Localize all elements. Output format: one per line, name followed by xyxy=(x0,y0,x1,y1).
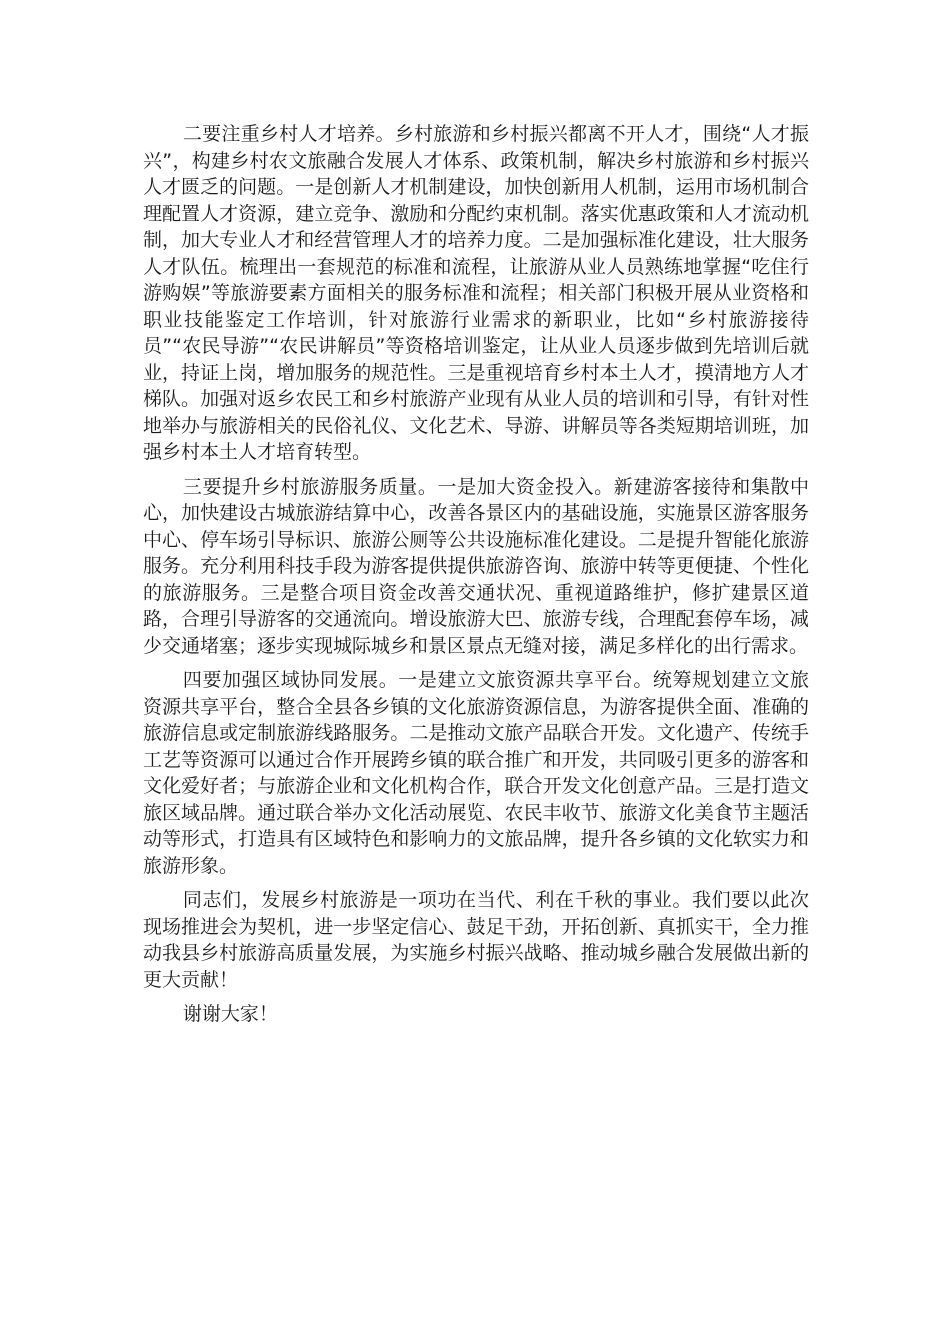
paragraph-talent-cultivation: 二要注重乡村人才培养。乡村旅游和乡村振兴都离不开人才，围绕“人才振兴”，构建乡村农文旅融合发展人才体系、政策机制，解决乡村旅游和乡村振兴人才匮乏的问题。一是创新人才机制建设，加快创新用人机制，运用市场机制合理配置人才资源，建立竞争、激励和分配约束机制。落实优惠政策和人才流动机制，加大专业人才和经营管理人才的培养力度。二是加强标准化建设，壮大服务人才队伍。梳理出一套规范的标准和流程，让旅游从业人员熟练地掌握“吃住行游购娱”等旅游要素方面相关的服务标准和流程；相关部门积极开展从业资格和职业技能鉴定工作培训，针对旅游行业需求的新职业，比如“乡村旅游接待员”“农民导游”“农民讲解员”等资格培训鉴定，让从业人员逐步做到先培训后就业，持证上岗，增加服务的规范性。三是重视培育乡村本土人才，摸清地方人才梯队。加强对返乡农民工和乡村旅游产业现有从业人员的培训和引导，有针对性地举办与旅游相关的民俗礼仪、文化艺术、导游、讲解员等各类短期培训班，加强乡村本土人才培育转型。 xyxy=(143,123,809,463)
document-body xyxy=(143,121,809,1036)
paragraph-thanks: 谢谢大家！ xyxy=(182,1003,278,1025)
paragraph-closing-remarks: 同志们，发展乡村旅游是一项功在当代、利在千秋的事业。我们要以此次现场推进会为契机，进一步坚定信心、鼓足干劲，开拓创新、真抓实干，全力推动我县乡村旅游高质量发展，为实施乡村振兴战略、推动城乡融合发展做出新的更大贡献！ xyxy=(143,889,809,991)
paragraph-regional-cooperation: 四要加强区域协同发展。一是建立文旅资源共享平台。统筹规划建立文旅资源共享平台，整合全县各乡镇的文化旅游资源信息，为游客提供全面、准确的旅游信息或定制旅游线路服务。二是推动文旅产品联合开发。文化遗产、传统手工艺等资源可以通过合作开展跨乡镇的联合推广和开发，共同吸引更多的游客和文化爱好者；与旅游企业和文化机构合作，联合开发文化创意产品。三是打造文旅区域品牌。通过联合举办文化活动展览、农民丰收节、旅游文化美食节主题活动等形式，打造具有区域特色和影响力的文旅品牌，提升各乡镇的文化软实力和旅游形象。 xyxy=(143,669,809,877)
paragraph-service-quality: 三要提升乡村旅游服务质量。一是加大资金投入。新建游客接待和集散中心，加快建设古城旅游结算中心，改善各景区内的基础设施，实施景区游客服务中心、停车场引导标识、旅游公厕等公共设施标准化建设。二是提升智能化旅游服务。充分利用科技手段为游客提供提供旅游咨询、旅游中转等更便捷、个性化的旅游服务。三是整合项目资金改善交通状况、重视道路维护，修扩建景区道路，合理引导游客的交通流向。增设旅游大巴、旅游专线，合理配套停车场，减少交通堵塞；逐步实现城际城乡和景区景点无缝对接，满足多样化的出行需求。 xyxy=(143,475,809,657)
